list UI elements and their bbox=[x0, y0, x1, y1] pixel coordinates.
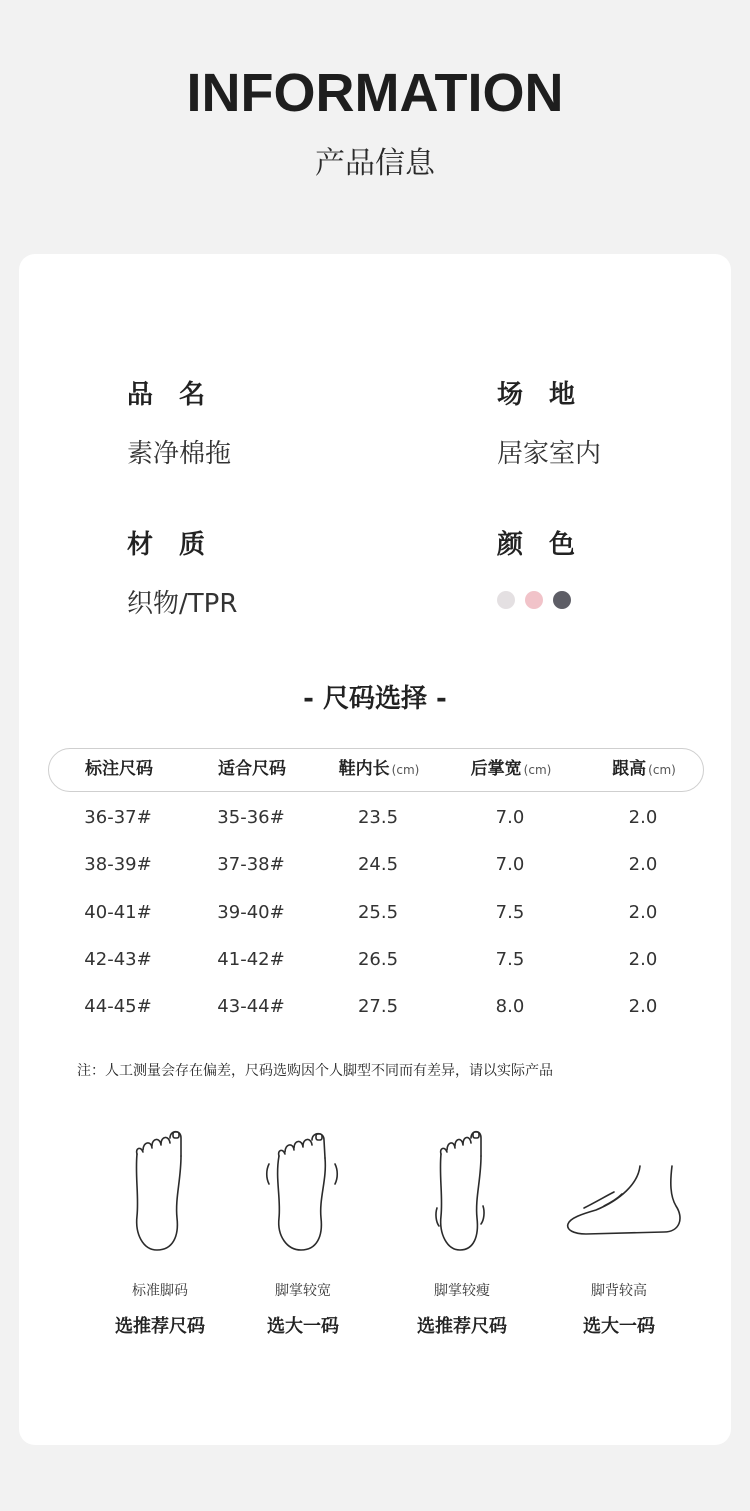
foot-tip: 选大一码 bbox=[583, 1316, 655, 1337]
table-cell: 41-42# bbox=[217, 949, 285, 970]
info-card bbox=[19, 254, 731, 1445]
table-row bbox=[48, 803, 704, 833]
table-cell: 42-43# bbox=[84, 949, 152, 970]
wide-foot-icon bbox=[261, 1126, 345, 1254]
header-heel-height: 跟高 (cm) bbox=[612, 759, 676, 779]
foot-guide-standard bbox=[80, 1126, 240, 1338]
info-name-label: 品 名 bbox=[127, 380, 206, 410]
table-cell: 25.5 bbox=[357, 902, 399, 923]
table-row bbox=[48, 992, 704, 1022]
table-cell: 26.5 bbox=[357, 949, 399, 970]
table-cell: 37-38# bbox=[217, 854, 285, 875]
table-cell: 7.0 bbox=[495, 854, 525, 875]
foot-caption: 脚掌较瘦 bbox=[434, 1283, 490, 1299]
foot-guide-narrow bbox=[382, 1126, 542, 1338]
info-place bbox=[497, 374, 601, 470]
table-row bbox=[48, 945, 704, 975]
table-cell: 2.0 bbox=[628, 996, 658, 1017]
table-cell: 2.0 bbox=[628, 949, 658, 970]
foot-caption: 脚掌较宽 bbox=[275, 1283, 331, 1299]
table-cell: 24.5 bbox=[357, 854, 399, 875]
table-cell: 44-45# bbox=[84, 996, 152, 1017]
header-fit-size: 适合尺码 bbox=[218, 759, 286, 779]
foot-guide-high-instep bbox=[539, 1126, 699, 1338]
color-swatch-light-gray bbox=[497, 591, 515, 609]
table-cell: 43-44# bbox=[217, 996, 285, 1017]
table-row bbox=[48, 898, 704, 928]
foot-tip: 选推荐尺码 bbox=[115, 1316, 205, 1337]
table-cell: 2.0 bbox=[628, 902, 658, 923]
foot-tip: 选推荐尺码 bbox=[417, 1316, 507, 1337]
header-marked-size: 标注尺码 bbox=[85, 759, 153, 779]
info-place-value: 居家室内 bbox=[497, 439, 602, 469]
foot-caption: 标准脚码 bbox=[132, 1283, 188, 1299]
narrow-foot-icon bbox=[427, 1126, 497, 1254]
color-swatch-dark-gray bbox=[553, 591, 571, 609]
table-row bbox=[48, 850, 704, 880]
size-section-title: - 尺码选择 - bbox=[303, 684, 447, 714]
standard-foot-icon bbox=[125, 1126, 195, 1254]
color-swatch-pink bbox=[525, 591, 543, 609]
table-cell: 39-40# bbox=[217, 902, 285, 923]
table-cell: 36-37# bbox=[84, 807, 152, 828]
table-cell: 2.0 bbox=[628, 807, 658, 828]
table-cell: 23.5 bbox=[357, 807, 399, 828]
size-table-header bbox=[48, 748, 704, 792]
table-cell: 35-36# bbox=[217, 807, 285, 828]
foot-caption: 脚背较高 bbox=[591, 1283, 647, 1299]
header-heel-width: 后掌宽 (cm) bbox=[470, 759, 552, 779]
measurement-note: 注：人工测量会存在偏差，尺码选购因个人脚型不同而有差异，请以实际产品 bbox=[77, 1063, 553, 1079]
info-material-label: 材 质 bbox=[127, 530, 206, 560]
table-cell: 38-39# bbox=[84, 854, 152, 875]
foot-guide-wide bbox=[223, 1126, 383, 1338]
table-cell: 8.0 bbox=[495, 996, 525, 1017]
table-cell: 2.0 bbox=[628, 854, 658, 875]
color-swatches bbox=[497, 591, 575, 609]
info-place-label: 场 地 bbox=[497, 380, 576, 410]
info-material bbox=[127, 524, 237, 620]
page-title: INFORMATION bbox=[186, 63, 564, 123]
table-cell: 7.0 bbox=[495, 807, 525, 828]
high-instep-foot-icon bbox=[556, 1126, 682, 1254]
table-cell: 7.5 bbox=[495, 902, 525, 923]
info-color bbox=[497, 524, 575, 609]
info-color-label: 颜 色 bbox=[497, 530, 576, 560]
header-inner-length: 鞋内长 (cm) bbox=[338, 759, 420, 779]
info-material-value: 织物/TPR bbox=[127, 589, 238, 619]
page-subtitle: 产品信息 bbox=[315, 146, 435, 181]
info-name bbox=[127, 374, 231, 470]
info-name-value: 素净棉拖 bbox=[127, 439, 232, 469]
foot-tip: 选大一码 bbox=[267, 1316, 339, 1337]
table-cell: 40-41# bbox=[84, 902, 152, 923]
table-cell: 27.5 bbox=[357, 996, 399, 1017]
table-cell: 7.5 bbox=[495, 949, 525, 970]
